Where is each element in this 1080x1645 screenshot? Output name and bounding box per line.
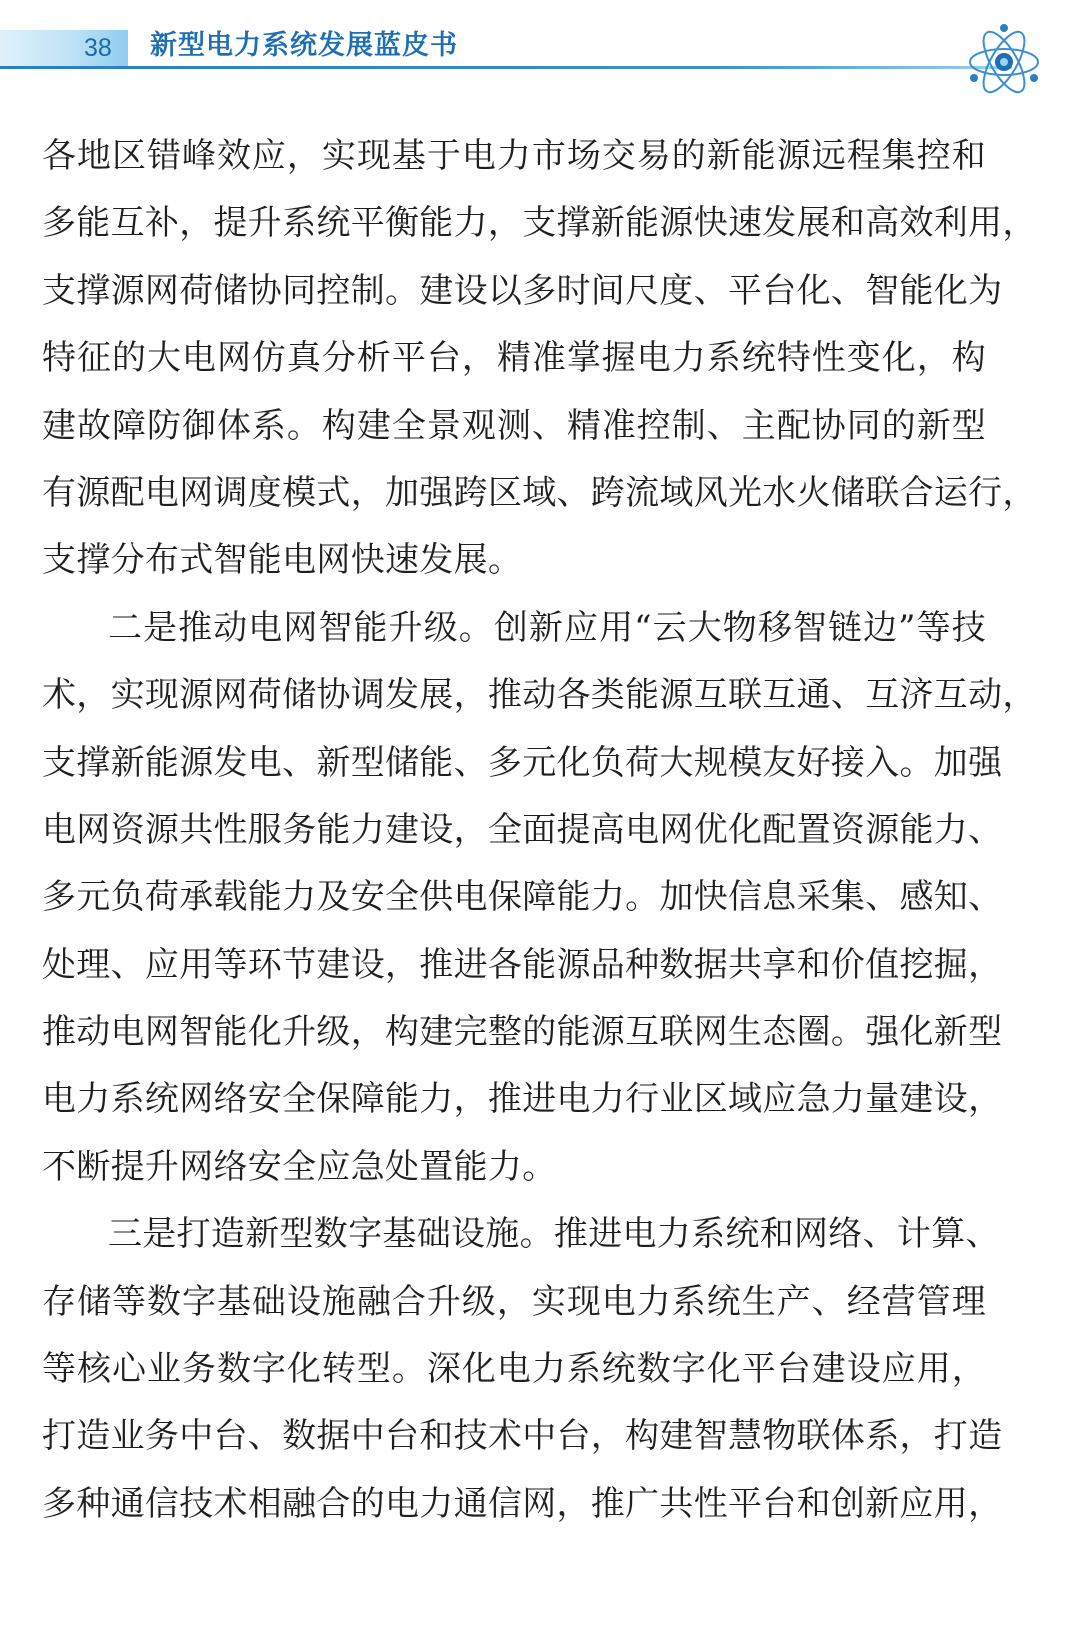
- text-line: 支撑源网荷储协同控制。建设以多时间尺度、平台化、智能化为: [42, 270, 1003, 311]
- page-header: [0, 0, 1080, 110]
- text-line: 处理、应用等环节建设，推进各能源品种数据共享和价值挖掘，: [42, 944, 1003, 985]
- header-rule: [0, 66, 1012, 69]
- atom-icon: [964, 16, 1072, 106]
- text-line: 建故障防御体系。构建全景观测、精准控制、主配协同的新型: [42, 405, 986, 446]
- text-line: 多元负荷承载能力及安全供电保障能力。加快信息采集、感知、: [42, 877, 1003, 918]
- book-title: 新型电力系统发展蓝皮书: [150, 30, 458, 61]
- text-line: 多种通信技术相融合的电力通信网，推广共性平台和创新应用，: [42, 1483, 1003, 1524]
- text-line: 打造业务中台、数据中台和技术中台，构建智慧物联体系，打造: [42, 1416, 1003, 1457]
- text-line: 三是打造新型数字基础设施。推进电力系统和网络、计算、: [108, 1214, 1000, 1255]
- text-line: 不断提升网络安全应急处置能力。: [42, 1146, 557, 1187]
- text-line: 特征的大电网仿真分析平台，精准掌握电力系统特性变化，构: [42, 338, 986, 379]
- text-line: 多能互补，提升系统平衡能力，支撑新能源快速发展和高效利用，: [42, 203, 1037, 244]
- text-line: 支撑分布式智能电网快速发展。: [42, 540, 523, 581]
- text-line: 电力系统网络安全保障能力，推进电力行业区域应急力量建设，: [42, 1079, 1003, 1120]
- text-line: 各地区错峰效应，实现基于电力市场交易的新能源远程集控和: [42, 136, 986, 176]
- text-line: 存储等数字基础设施融合升级，实现电力系统生产、经营管理: [42, 1281, 986, 1322]
- text-line: 电网资源共性服务能力建设，全面提高电网优化配置资源能力、: [42, 809, 1003, 850]
- page-number: 38: [84, 34, 112, 62]
- text-line: 推动电网智能化升级，构建完整的能源互联网生态圈。强化新型: [42, 1012, 1003, 1053]
- paragraph-1: [42, 123, 1037, 595]
- text-line: 术，实现源网荷储协调发展，推动各类能源互联互通、互济互动，: [42, 675, 1037, 716]
- body-text: [42, 123, 1037, 1538]
- paragraph-2: [42, 595, 1037, 1202]
- paragraph-3: [42, 1201, 1003, 1538]
- text-line: 等核心业务数字化转型。深化电力系统数字化平台建设应用，: [42, 1349, 986, 1390]
- text-line: 二是推动电网智能升级。创新应用“云大物移智链边”等技: [108, 607, 986, 648]
- text-line: 有源配电网调度模式，加强跨区域、跨流域风光水火储联合运行，: [42, 472, 1037, 513]
- text-line: 支撑新能源发电、新型储能、多元化负荷大规模友好接入。加强: [42, 742, 1003, 783]
